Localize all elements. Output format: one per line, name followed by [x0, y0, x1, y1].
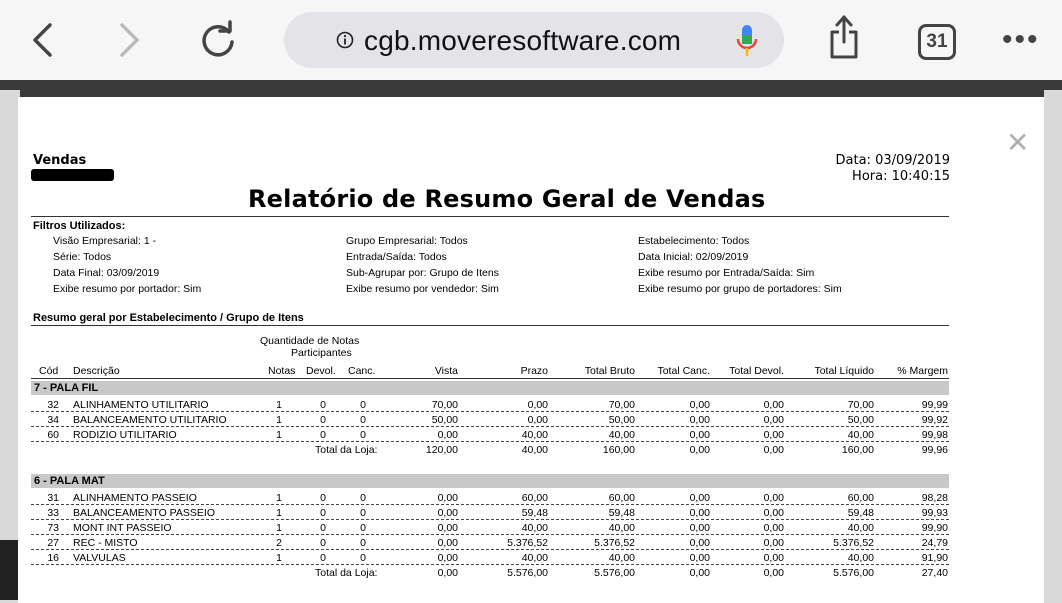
cell-descricao: ALINHAMENTO PASSEIO	[73, 492, 197, 504]
table-row	[31, 521, 949, 535]
cell-margem: 24,79	[921, 537, 948, 549]
report-title: Relatório de Resumo Geral de Vendas	[248, 185, 766, 213]
cell-total-liquido: 59,48	[847, 507, 874, 519]
col-total-canc: Total Canc.	[657, 365, 710, 377]
cell-total-canc: 0,00	[689, 507, 710, 519]
cell-devol: 0	[320, 552, 326, 564]
table-row	[31, 551, 949, 565]
filter-item: Exibe resumo por Entrada/Saída: Sim	[638, 267, 815, 279]
cell-total-devol: 0,00	[763, 537, 784, 549]
filter-item: Visão Empresarial: 1 -	[53, 235, 157, 247]
col-total-bruto: Total Bruto	[584, 365, 635, 377]
total-vista: 0,00	[437, 567, 458, 579]
cell-notas: 1	[276, 522, 282, 534]
cell-total-liquido: 40,00	[847, 522, 874, 534]
total-total-bruto: 5.576,00	[594, 567, 635, 579]
close-icon[interactable]: ✕	[1006, 127, 1030, 158]
backdrop-left-edge	[0, 90, 20, 603]
cell-canc: 0	[360, 552, 366, 564]
cell-total-liquido: 70,00	[847, 399, 874, 411]
cell-total-canc: 0,00	[689, 522, 710, 534]
cell-notas: 1	[276, 399, 282, 411]
cell-canc: 0	[360, 522, 366, 534]
col-margem: % Margem	[897, 365, 948, 377]
cell-total-canc: 0,00	[689, 414, 710, 426]
chevron-right-icon	[118, 22, 142, 58]
col-cod: Cód	[39, 365, 59, 377]
group-header: 7 - PALA FIL	[31, 381, 949, 395]
table-row	[31, 536, 949, 550]
header-divider	[31, 378, 949, 379]
cell-total-canc: 0,00	[689, 492, 710, 504]
total-prazo: 5.576,00	[507, 567, 548, 579]
report-header-label: Vendas	[33, 153, 87, 168]
col-vista: Vista	[434, 365, 458, 377]
cell-total-liquido: 50,00	[847, 414, 874, 426]
cell-cod: 32	[47, 399, 59, 411]
report-datetime	[836, 153, 950, 185]
cell-margem: 98,28	[921, 492, 948, 504]
cell-total-devol: 0,00	[763, 414, 784, 426]
table-row	[31, 428, 949, 442]
cell-notas: 2	[276, 537, 282, 549]
info-icon[interactable]	[336, 31, 354, 49]
tab-count-button[interactable]: 31	[918, 24, 956, 60]
filter-item: Exibe resumo por grupo de portadores: Sim	[638, 283, 842, 295]
cell-total-bruto: 5.376,52	[594, 537, 635, 549]
cell-margem: 91,90	[921, 552, 948, 564]
total-label: Total da Loja:	[315, 567, 378, 579]
group-header: 6 - PALA MAT	[31, 474, 949, 488]
cell-cod: 60	[47, 429, 59, 441]
cell-margem: 99,99	[921, 399, 948, 411]
cell-total-bruto: 40,00	[608, 429, 635, 441]
total-row	[31, 566, 949, 580]
cell-cod: 73	[47, 522, 59, 534]
title-divider	[31, 216, 949, 217]
filter-item: Sub-Agrupar por: Grupo de Itens	[346, 267, 499, 279]
section-label: Resumo geral por Estabelecimento / Grupo de Itens	[33, 312, 304, 324]
cell-devol: 0	[320, 507, 326, 519]
col-canc: Canc.	[348, 365, 376, 377]
col-total-devol: Total Devol.	[729, 365, 784, 377]
backdrop-dark-spot	[0, 540, 20, 600]
filter-item: Série: Todos	[53, 251, 112, 263]
table-row	[31, 491, 949, 505]
total-total-canc: 0,00	[689, 444, 710, 456]
cell-total-devol: 0,00	[763, 492, 784, 504]
filter-item: Exibe resumo por vendedor: Sim	[346, 283, 499, 295]
cell-canc: 0	[360, 537, 366, 549]
microphone-icon[interactable]	[734, 24, 760, 58]
cell-total-canc: 0,00	[689, 552, 710, 564]
cell-total-bruto: 70,00	[608, 399, 635, 411]
back-button[interactable]	[20, 18, 64, 62]
cell-vista: 70,00	[431, 399, 458, 411]
report-date: Data: 03/09/2019	[835, 153, 950, 168]
share-icon	[828, 14, 860, 60]
qty-header-line2: Participantes	[291, 347, 352, 359]
cell-cod: 16	[47, 552, 59, 564]
cell-total-liquido: 40,00	[847, 552, 874, 564]
cell-total-devol: 0,00	[763, 399, 784, 411]
cell-devol: 0	[320, 492, 326, 504]
total-total-bruto: 160,00	[602, 444, 635, 456]
cell-cod: 27	[47, 537, 59, 549]
section-divider	[31, 325, 949, 326]
cell-margem: 99,92	[921, 414, 948, 426]
cell-total-liquido: 40,00	[847, 429, 874, 441]
url-text: cgb.moveresoftware.com	[364, 25, 682, 56]
filter-item: Grupo Empresarial: Todos	[346, 235, 468, 247]
filter-item: Data Final: 03/09/2019	[53, 267, 160, 279]
total-margem: 27,40	[921, 567, 948, 579]
cell-total-canc: 0,00	[689, 429, 710, 441]
report-sheet	[18, 97, 1044, 603]
cell-total-bruto: 59,48	[608, 507, 635, 519]
reload-button[interactable]	[196, 18, 240, 62]
total-prazo: 40,00	[521, 444, 548, 456]
cell-descricao: MONT INT PASSEIO	[73, 522, 172, 534]
cell-vista: 0,00	[437, 552, 458, 564]
cell-vista: 0,00	[437, 537, 458, 549]
total-total-devol: 0,00	[763, 567, 784, 579]
cell-total-bruto: 40,00	[608, 552, 635, 564]
cell-devol: 0	[320, 429, 326, 441]
cell-notas: 1	[276, 552, 282, 564]
total-total-canc: 0,00	[689, 567, 710, 579]
cell-prazo: 40,00	[521, 522, 548, 534]
backdrop-right-edge	[1044, 90, 1062, 603]
cell-total-canc: 0,00	[689, 399, 710, 411]
cell-margem: 99,90	[921, 522, 948, 534]
chevron-left-icon	[30, 22, 54, 58]
cell-notas: 1	[276, 429, 282, 441]
cell-prazo: 60,00	[521, 492, 548, 504]
total-total-liquido: 160,00	[841, 444, 874, 456]
cell-descricao: VALVULAS	[73, 552, 126, 564]
cell-prazo: 5.376,52	[507, 537, 548, 549]
reload-icon	[198, 20, 238, 60]
col-descricao: Descrição	[73, 365, 120, 377]
address-bar[interactable]	[284, 12, 784, 68]
filter-item: Estabelecimento: Todos	[638, 235, 750, 247]
cell-vista: 0,00	[437, 507, 458, 519]
cell-total-devol: 0,00	[763, 507, 784, 519]
cell-descricao: BALANCEAMENTO UTILITARIO	[73, 414, 227, 426]
cell-descricao: BALANCEAMENTO PASSEIO	[73, 507, 215, 519]
cell-prazo: 59,48	[521, 507, 548, 519]
cell-descricao: REC - MISTO	[73, 537, 138, 549]
cell-cod: 31	[47, 492, 59, 504]
cell-canc: 0	[360, 492, 366, 504]
cell-prazo: 0,00	[527, 399, 548, 411]
cell-total-liquido: 60,00	[847, 492, 874, 504]
cell-total-devol: 0,00	[763, 429, 784, 441]
table-row	[31, 413, 949, 427]
cell-total-liquido: 5.376,52	[833, 537, 874, 549]
cell-canc: 0	[360, 414, 366, 426]
cell-devol: 0	[320, 522, 326, 534]
cell-canc: 0	[360, 507, 366, 519]
total-total-devol: 0,00	[763, 444, 784, 456]
cell-notas: 1	[276, 492, 282, 504]
cell-cod: 34	[47, 414, 59, 426]
col-total-liquido: Total Líquido	[814, 365, 874, 377]
cell-total-devol: 0,00	[763, 522, 784, 534]
cell-cod: 33	[47, 507, 59, 519]
forward-button[interactable]	[108, 18, 152, 62]
table-row	[31, 506, 949, 520]
cell-margem: 99,98	[921, 429, 948, 441]
cell-canc: 0	[360, 429, 366, 441]
cell-descricao: RODIZIO UTILITARIO	[73, 429, 177, 441]
total-total-liquido: 5.576,00	[833, 567, 874, 579]
cell-devol: 0	[320, 537, 326, 549]
cell-canc: 0	[360, 399, 366, 411]
share-button[interactable]	[828, 14, 860, 65]
cell-total-bruto: 50,00	[608, 414, 635, 426]
total-label: Total da Loja:	[315, 444, 378, 456]
cell-total-canc: 0,00	[689, 537, 710, 549]
browser-toolbar	[0, 0, 1062, 80]
col-notas: Notas	[268, 365, 296, 377]
total-row	[31, 443, 949, 457]
total-margem: 99,96	[921, 444, 948, 456]
cell-devol: 0	[320, 414, 326, 426]
cell-vista: 0,00	[437, 522, 458, 534]
cell-total-devol: 0,00	[763, 552, 784, 564]
cell-vista: 50,00	[431, 414, 458, 426]
filter-item: Data Inicial: 02/09/2019	[638, 251, 749, 263]
table-row	[31, 398, 949, 412]
col-prazo: Prazo	[520, 365, 548, 377]
redacted-block	[31, 169, 114, 181]
filter-item: Entrada/Saída: Todos	[346, 251, 447, 263]
filters-label: Filtros Utilizados:	[33, 220, 126, 232]
cell-prazo: 40,00	[521, 429, 548, 441]
qty-header-line1: Quantidade de Notas	[260, 335, 360, 347]
cell-notas: 1	[276, 507, 282, 519]
cell-prazo: 0,00	[527, 414, 548, 426]
report-time: Hora: 10:40:15	[852, 169, 950, 184]
cell-descricao: ALINHAMENTO UTILITARIO	[73, 399, 209, 411]
cell-vista: 0,00	[437, 429, 458, 441]
cell-prazo: 40,00	[521, 552, 548, 564]
cell-total-bruto: 40,00	[608, 522, 635, 534]
cell-margem: 99,93	[921, 507, 948, 519]
col-devol: Devol.	[306, 365, 336, 377]
cell-notas: 1	[276, 414, 282, 426]
more-menu-button[interactable]: •••	[1002, 23, 1040, 56]
filter-item: Exibe resumo por portador: Sim	[53, 283, 202, 295]
cell-vista: 0,00	[437, 492, 458, 504]
cell-devol: 0	[320, 399, 326, 411]
total-vista: 120,00	[425, 444, 458, 456]
cell-total-bruto: 60,00	[608, 492, 635, 504]
